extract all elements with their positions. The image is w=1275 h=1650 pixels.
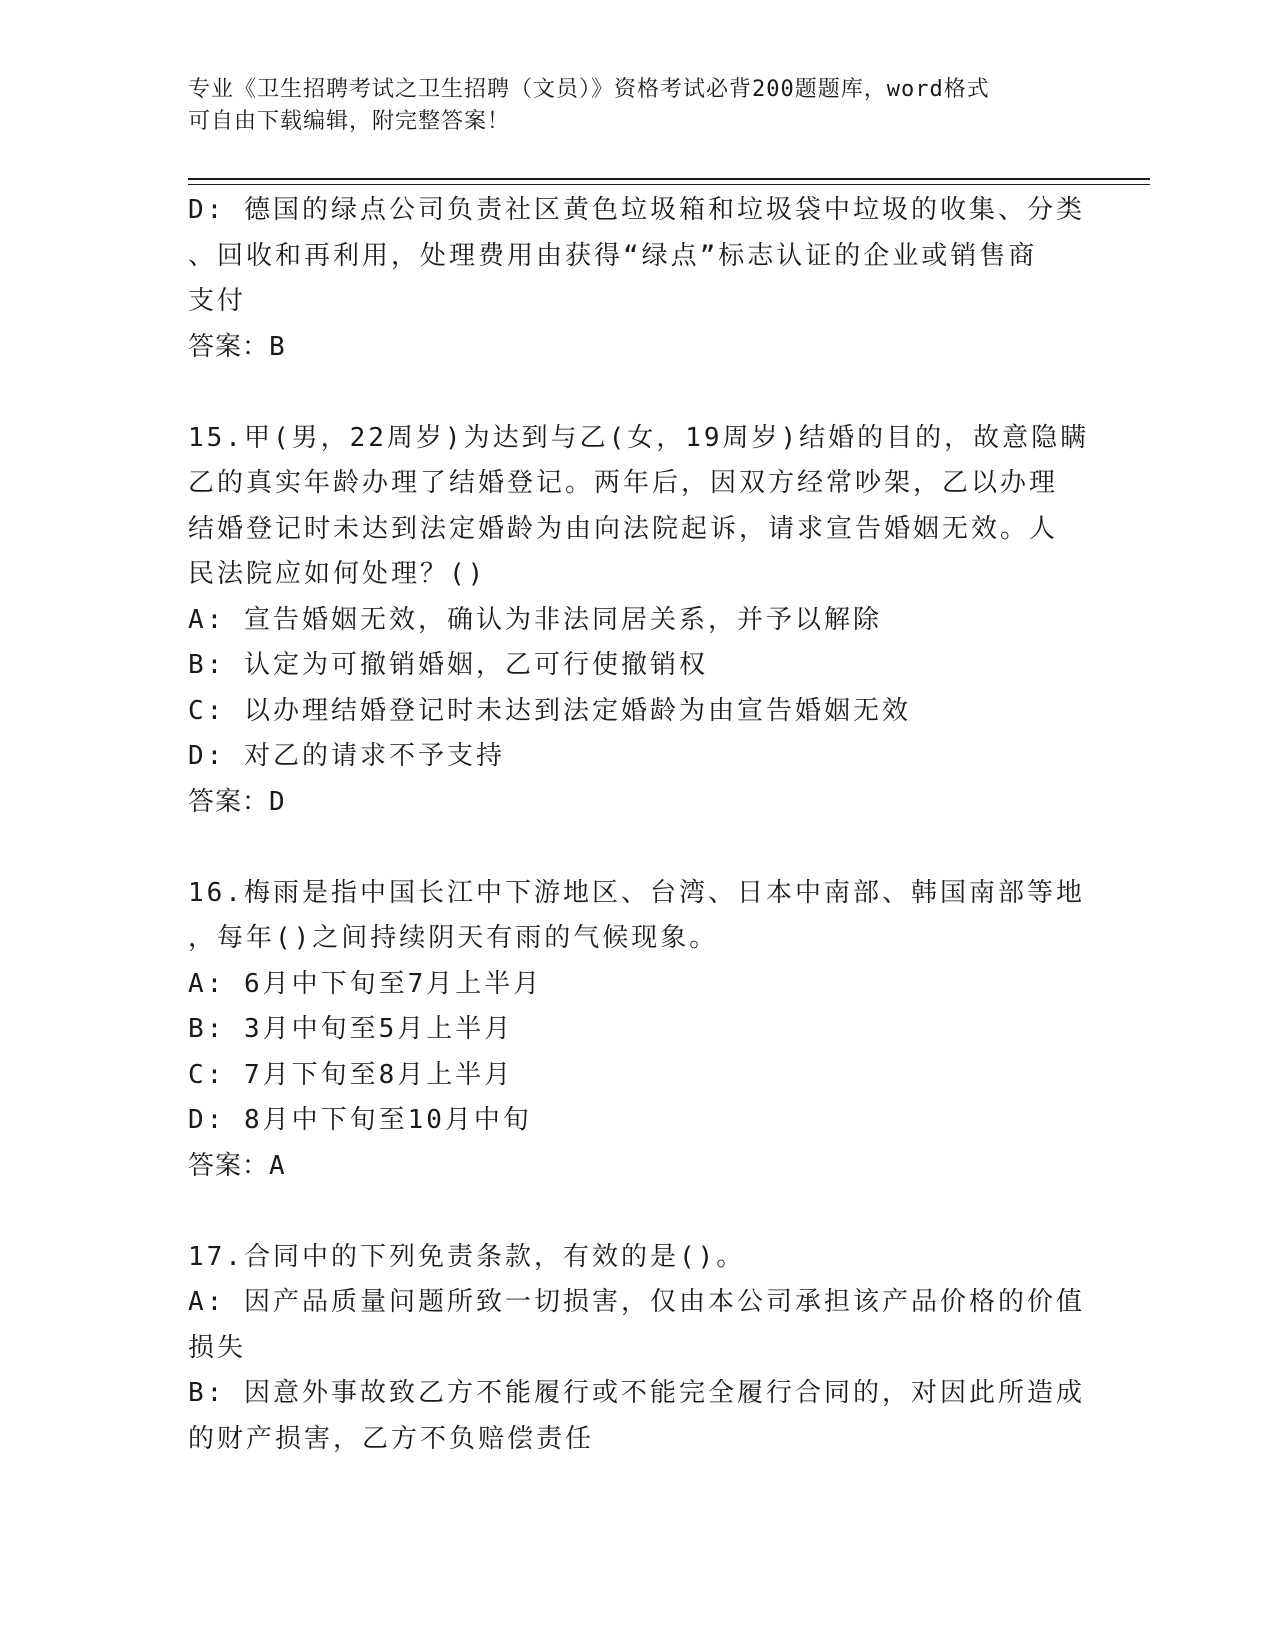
option-a: A: 宣告婚姻无效，确认为非法同居关系，并予以解除 [188, 604, 882, 635]
option-b-line-2: 的财产损害，乙方不负赔偿责任 [188, 1423, 595, 1454]
answer: 答案：A [188, 1150, 286, 1181]
option-b: B: 3月中旬至5月上半月 [188, 1014, 514, 1044]
spacer [188, 825, 1088, 871]
question-17 [188, 1235, 1088, 1463]
answer: 答案：D [188, 786, 286, 817]
spacer [188, 1189, 1088, 1235]
question-15 [188, 416, 1088, 826]
question-stem-line-4: 民法院应如何处理？() [188, 559, 487, 589]
option-b-line-1: B: 因意外事故致乙方不能履行或不能完全履行合同的，对因此所造成 [188, 1378, 1085, 1408]
option-d-line-3: 支付 [188, 286, 247, 316]
answer: 答案：B [188, 331, 286, 362]
option-c: C: 以办理结婚登记时未达到法定婚龄为由宣告婚姻无效 [188, 695, 911, 726]
document-body [188, 188, 1088, 1462]
option-b: B: 认定为可撤销婚姻，乙可行使撤销权 [188, 650, 708, 680]
question-stem-line-1: 16.梅雨是指中国长江中下游地区、台湾、日本中南部、韩国南部等地 [188, 877, 1085, 908]
question-stem-line-2: 乙的真实年龄办理了结婚登记。两年后，因双方经常吵架，乙以办理 [188, 468, 1059, 498]
option-d: D: 对乙的请求不予支持 [188, 741, 505, 771]
header-line-1: 专业《卫生招聘考试之卫生招聘（文员）》资格考试必背200题题库，word格式 [188, 77, 990, 102]
header-rule-thick [188, 178, 1150, 180]
header-line-2: 可自由下载编辑，附完整答案！ [188, 109, 511, 134]
option-d-line-2: 、回收和再利用，处理费用由获得“绿点”标志认证的企业或销售商 [188, 240, 1038, 271]
prev-question [188, 188, 1088, 370]
document-header [188, 74, 1088, 138]
question-stem-line-1: 15.甲(男，22周岁)为达到与乙(女，19周岁)结婚的目的，故意隐瞒 [188, 422, 1090, 453]
question-16 [188, 871, 1088, 1190]
option-a-line-2: 损失 [188, 1332, 247, 1363]
question-stem-line-2: ，每年()之间持续阴天有雨的气候现象。 [188, 923, 719, 953]
spacer [188, 370, 1088, 416]
option-d-line-1: D: 德国的绿点公司负责社区黄色垃圾箱和垃圾袋中垃圾的收集、分类 [188, 195, 1085, 225]
option-d: D: 8月中下旬至10月中旬 [188, 1105, 532, 1135]
question-stem-line-3: 结婚登记时未达到法定婚龄为由向法院起诉，请求宣告婚姻无效。人 [188, 513, 1059, 544]
header-rule-thin [188, 184, 1150, 185]
option-a: A: 6月中下旬至7月上半月 [188, 968, 543, 999]
question-stem: 17.合同中的下列免责条款，有效的是()。 [188, 1241, 746, 1272]
option-c: C: 7月下旬至8月上半月 [188, 1059, 514, 1090]
option-a-line-1: A: 因产品质量问题所致一切损害，仅由本公司承担该产品价格的价值 [188, 1287, 1085, 1317]
